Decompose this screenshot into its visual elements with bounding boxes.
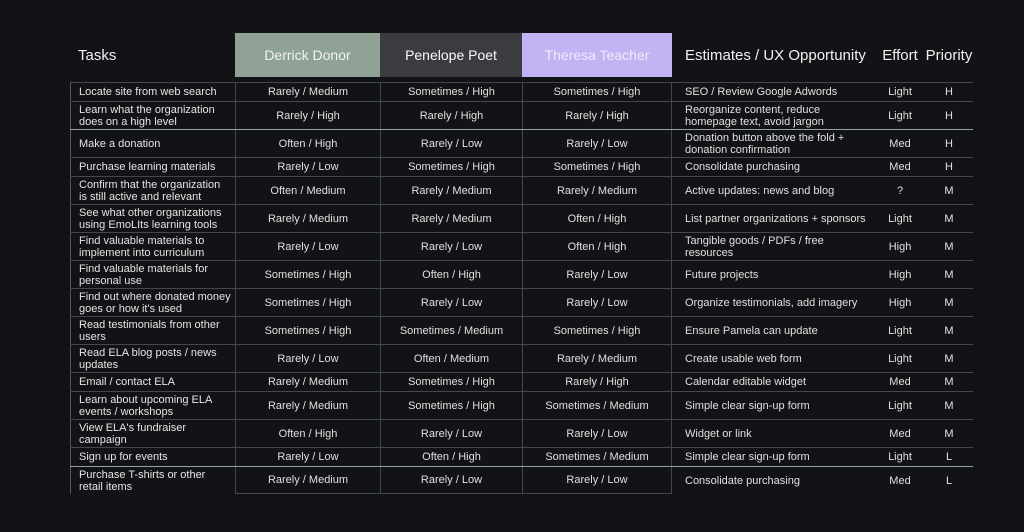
table-row — [70, 419, 973, 447]
estimate-cell: Ensure Pamela can update — [685, 324, 818, 337]
estimate-cell: Tangible goods / PDFs / free resources — [685, 234, 824, 259]
effort-column-header: Effort — [882, 46, 918, 64]
estimate-cell: Consolidate purchasing — [685, 474, 800, 487]
derrick-frequency-cell: Rarely / Low — [235, 158, 380, 176]
theresa-frequency-cell: Rarely / Low — [522, 289, 672, 316]
derrick-frequency-cell: Rarely / Medium — [235, 467, 380, 494]
table-row — [70, 157, 973, 176]
estimate-cell: Future projects — [685, 268, 759, 281]
penelope-frequency-cell: Rarely / Medium — [380, 205, 522, 232]
theresa-frequency-cell: Rarely / High — [522, 373, 672, 391]
derrick-frequency-cell: Sometimes / High — [235, 317, 380, 344]
estimate-cell: Simple clear sign-up form — [685, 451, 810, 463]
derrick-frequency-cell: Often / High — [235, 420, 380, 447]
table-row — [70, 466, 973, 494]
effort-cell: Med — [889, 427, 911, 440]
effort-cell: Light — [888, 212, 912, 225]
estimate-cell: Calendar editable widget — [685, 376, 807, 388]
task-cell: Learn about upcoming ELA events / workshops — [70, 392, 235, 419]
task-cell: Sign up for events — [70, 448, 235, 466]
task-cell: Purchase learning materials — [70, 158, 235, 176]
effort-cell: Light — [888, 109, 912, 122]
derrick-frequency-cell: Often / High — [235, 130, 380, 157]
estimate-cell: Organize testimonials, add imagery — [685, 296, 858, 309]
priority-cell: M — [944, 240, 954, 253]
priority-cell: M — [944, 376, 954, 388]
penelope-frequency-cell: Rarely / Low — [380, 420, 522, 447]
priority-column-header: Priority — [925, 46, 973, 64]
penelope-frequency-cell: Rarely / Low — [380, 289, 522, 316]
theresa-frequency-cell: Sometimes / High — [522, 317, 672, 344]
effort-cell: High — [888, 268, 912, 281]
estimate-cell: List partner organizations + sponsors — [685, 212, 866, 225]
priority-cell: H — [945, 109, 953, 122]
derrick-frequency-cell: Rarely / Medium — [235, 83, 380, 101]
penelope-frequency-cell: Often / Medium — [380, 345, 522, 372]
estimates-column-header: Estimates / UX Opportunity — [685, 46, 866, 64]
effort-cell: Light — [888, 352, 912, 365]
theresa-frequency-cell: Rarely / Low — [522, 420, 672, 447]
effort-cell: Light — [888, 86, 912, 98]
table-row — [70, 204, 973, 232]
penelope-frequency-cell: Rarely / Low — [380, 467, 522, 494]
tasks-column-header: Tasks — [78, 46, 117, 64]
theresa-frequency-cell: Sometimes / Medium — [522, 448, 672, 466]
penelope-frequency-cell: Sometimes / High — [380, 392, 522, 419]
priority-cell: H — [945, 86, 953, 98]
theresa-frequency-cell: Rarely / Low — [522, 467, 672, 494]
estimate-cell: Widget or link — [685, 427, 752, 440]
table-row — [70, 316, 973, 344]
effort-cell: Med — [889, 376, 911, 388]
derrick-frequency-cell: Sometimes / High — [235, 261, 380, 288]
effort-cell: Light — [888, 451, 912, 463]
theresa-frequency-cell: Often / High — [522, 205, 672, 232]
table-body — [70, 82, 973, 494]
priority-cell: M — [944, 296, 954, 309]
table-row — [70, 447, 973, 466]
priority-cell: M — [944, 184, 954, 197]
derrick-frequency-cell: Rarely / Medium — [235, 373, 380, 391]
penelope-frequency-cell: Rarely / Medium — [380, 177, 522, 204]
persona-header-derrick: Derrick Donor — [235, 33, 380, 77]
priority-cell: M — [944, 427, 954, 440]
derrick-frequency-cell: Rarely / Low — [235, 233, 380, 260]
task-cell: Find valuable materials to implement into curriculum — [70, 233, 235, 260]
theresa-frequency-cell: Rarely / High — [522, 102, 672, 129]
persona-header-theresa: Theresa Teacher — [522, 33, 672, 77]
task-cell: Purchase T-shirts or other retail items — [70, 467, 235, 494]
table-row — [70, 101, 973, 129]
penelope-frequency-cell: Often / High — [380, 261, 522, 288]
task-cell: Find out where donated money goes or how it's used — [70, 289, 235, 316]
estimate-cell: Create usable web form — [685, 352, 802, 365]
task-cell: Find valuable materials for personal use — [70, 261, 235, 288]
table-row — [70, 391, 973, 419]
task-cell: Confirm that the organization is still active and relevant — [70, 177, 235, 204]
theresa-frequency-cell: Rarely / Low — [522, 261, 672, 288]
derrick-frequency-cell: Rarely / Low — [235, 345, 380, 372]
task-cell: Email / contact ELA — [70, 373, 235, 391]
estimate-cell: Reorganize content, reduce homepage text, avoid jargon — [685, 103, 824, 128]
penelope-frequency-cell: Sometimes / High — [380, 158, 522, 176]
priority-cell: M — [944, 212, 954, 225]
task-cell: See what other organizations using EmoLIts learning tools — [70, 205, 235, 232]
table-row — [70, 344, 973, 372]
derrick-frequency-cell: Sometimes / High — [235, 289, 380, 316]
estimate-cell: Donation button above the fold + donation confirmation — [685, 131, 845, 156]
priority-cell: L — [945, 451, 953, 463]
table-row — [70, 288, 973, 316]
task-cell: Learn what the organization does on a high level — [70, 102, 235, 129]
derrick-frequency-cell: Often / Medium — [235, 177, 380, 204]
penelope-frequency-cell: Sometimes / High — [380, 373, 522, 391]
theresa-frequency-cell: Rarely / Low — [522, 130, 672, 157]
effort-cell: Light — [888, 324, 912, 337]
effort-cell: Med — [889, 137, 911, 150]
theresa-frequency-cell: Rarely / Medium — [522, 345, 672, 372]
persona-header-penelope: Penelope Poet — [380, 33, 522, 77]
priority-cell: M — [944, 352, 954, 365]
penelope-frequency-cell: Sometimes / High — [380, 83, 522, 101]
task-cell: Read ELA blog posts / news updates — [70, 345, 235, 372]
table-row — [70, 129, 973, 157]
table-row — [70, 232, 973, 260]
estimate-cell: Simple clear sign-up form — [685, 399, 810, 412]
task-cell: Read testimonials from other users — [70, 317, 235, 344]
theresa-frequency-cell: Often / High — [522, 233, 672, 260]
priority-cell: L — [945, 474, 953, 487]
priority-cell: M — [944, 268, 954, 281]
theresa-frequency-cell: Sometimes / High — [522, 158, 672, 176]
estimate-cell: Consolidate purchasing — [685, 161, 800, 173]
table-row — [70, 260, 973, 288]
penelope-frequency-cell: Rarely / Low — [380, 130, 522, 157]
penelope-frequency-cell: Rarely / High — [380, 102, 522, 129]
effort-cell: Med — [889, 474, 911, 487]
effort-cell: High — [888, 240, 912, 253]
penelope-frequency-cell: Rarely / Low — [380, 233, 522, 260]
theresa-frequency-cell: Sometimes / Medium — [522, 392, 672, 419]
effort-cell: Med — [889, 161, 911, 173]
task-cell: Make a donation — [70, 130, 235, 157]
derrick-frequency-cell: Rarely / Low — [235, 448, 380, 466]
penelope-frequency-cell: Often / High — [380, 448, 522, 466]
priority-cell: H — [945, 161, 953, 173]
matrix-table — [70, 0, 973, 494]
theresa-frequency-cell: Sometimes / High — [522, 83, 672, 101]
theresa-frequency-cell: Rarely / Medium — [522, 177, 672, 204]
effort-cell: ? — [896, 184, 904, 197]
table-header-row — [70, 0, 973, 82]
effort-cell: Light — [888, 399, 912, 412]
effort-cell: High — [888, 296, 912, 309]
task-cell: View ELA's fundraiser campaign — [70, 420, 235, 447]
priority-cell: M — [944, 324, 954, 337]
task-cell: Locate site from web search — [70, 83, 235, 101]
priority-cell: H — [945, 137, 953, 150]
penelope-frequency-cell: Sometimes / Medium — [380, 317, 522, 344]
table-row — [70, 82, 973, 101]
table-row — [70, 176, 973, 204]
estimate-cell: Active updates: news and blog — [685, 184, 835, 197]
derrick-frequency-cell: Rarely / Medium — [235, 205, 380, 232]
estimate-cell: SEO / Review Google Adwords — [685, 86, 838, 98]
derrick-frequency-cell: Rarely / High — [235, 102, 380, 129]
table-row — [70, 372, 973, 391]
derrick-frequency-cell: Rarely / Medium — [235, 392, 380, 419]
priority-cell: M — [944, 399, 954, 412]
